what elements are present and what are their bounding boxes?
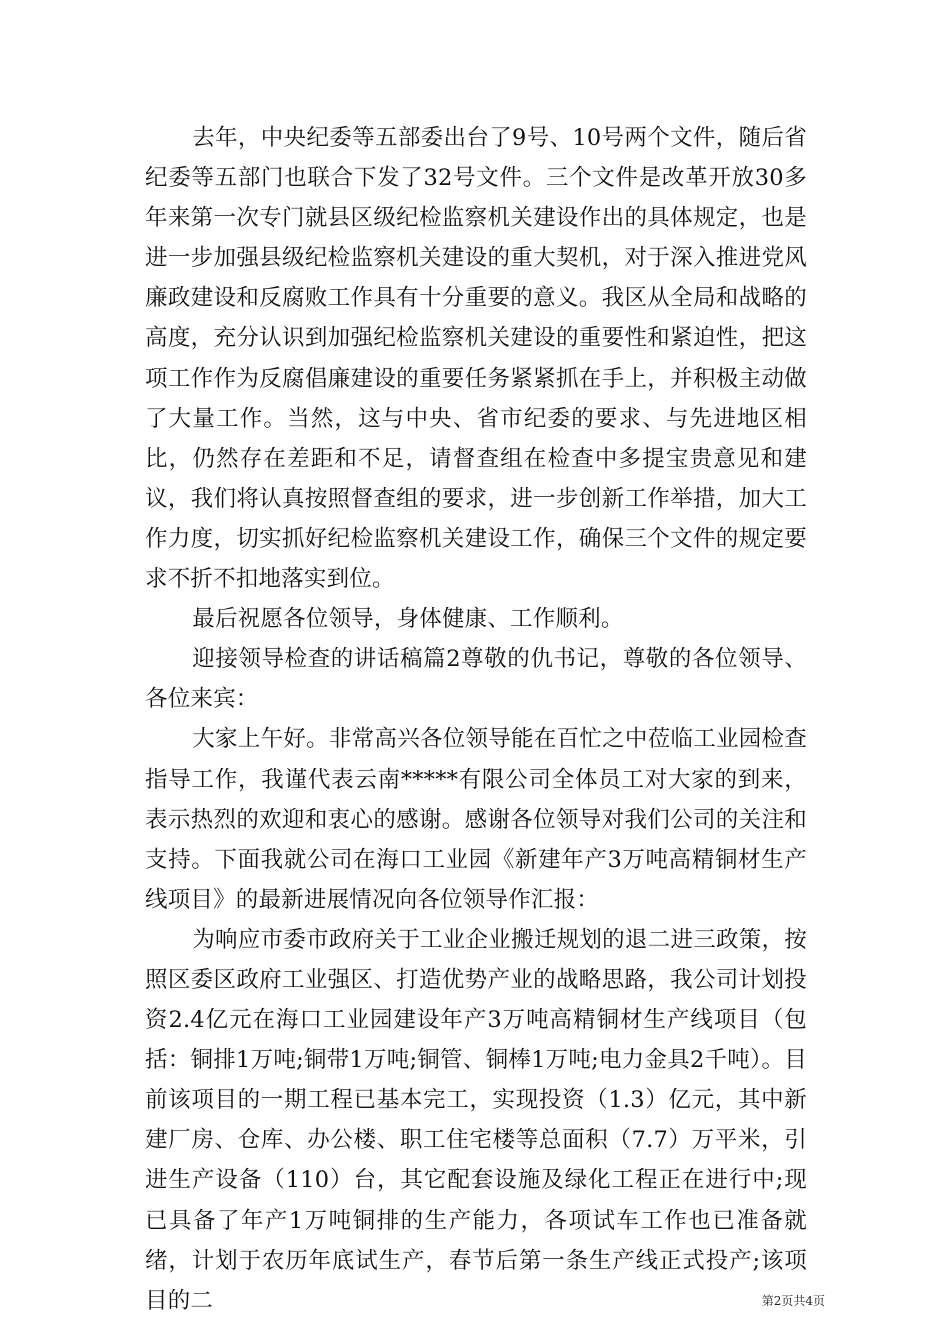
document-body [145, 118, 807, 1321]
paragraph-closing-wishes: 最后祝愿各位领导，身体健康、工作顺利。 [192, 606, 624, 633]
paragraph-project-progress: 为响应市委市政府关于工业企业搬迁规划的退二进三政策，按照区委区政府工业强区、打造优势产业的战略思路，我公司计划投资2.4亿元在海口工业园建设年产3万吨高精铜材生产线项目（包括：铜排1万吨;铜带1万吨;铜管、铜棒1万吨;电力金具2千吨）。目前该项目的一期工程已基本完工，实现投资（1.3）亿元，其中新建厂房、仓库、办公楼、职工住宅楼等总面积（7.7）万平米，引进生产设备（110）台，其它配套设施及绿化工程正在进行中;现已具备了年产1万吨铜排的生产能力，各项试车工作也已准备就绪，计划于农历年底试生产，春节后第一条生产线正式投产;该项目的二 [145, 926, 807, 1314]
paragraph-welcome: 大家上午好。非常高兴各位领导能在百忙之中莅临工业园检查指导工作，我谨代表云南*****有限公司全体员工对大家的到来，表示热烈的欢迎和衷心的感谢。感谢各位领导对我们公司的关注和支持。下面我就公司在海口工业园《新建年产3万吨高精铜材生产线项目》的最新进展情况向各位领导作汇报： [145, 726, 807, 913]
paragraph-speech-2-greeting: 迎接领导检查的讲话稿篇2尊敬的仇书记，尊敬的各位领导、各位来宾： [145, 646, 807, 713]
page-number-footer: 第2页共4页 [761, 1294, 825, 1308]
paragraph-inspection-documents: 去年，中央纪委等五部委出台了9号、10号两个文件，随后省纪委等五部门也联合下发了32号文件。三个文件是改革开放30多年来第一次专门就县区级纪检监察机关建设作出的具体规定，也是进一步加强县级纪检监察机关建设的重大契机，对于深入推进党风廉政建设和反腐败工作具有十分重要的意义。我区从全局和战略的高度，充分认识到加强纪检监察机关建设的重要性和紧迫性，把这项工作作为反腐倡廉建设的重要任务紧紧抓在手上，并积极主动做了大量工作。当然，这与中央、省市纪委的要求、与先进地区相比，仍然存在差距和不足，请督查组在检查中多提宝贵意见和建议，我们将认真按照督查组的要求，进一步创新工作举措，加大工作力度，切实抓好纪检监察机关建设工作，确保三个文件的规定要求不折不扣地落实到位。 [145, 125, 807, 593]
